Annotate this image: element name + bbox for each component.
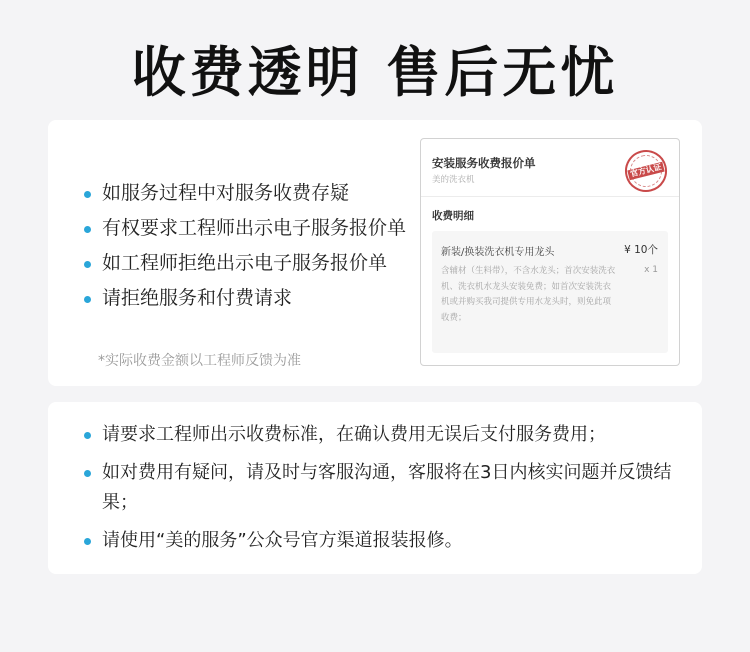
item-description: 含辅材（生料带），不含水龙头；首次安装洗衣机、洗衣机水龙头安装免费；如首次安装洗衣机或并购买我司提供专用水龙头时，则免此项收费； — [441, 266, 616, 323]
item-price: ¥ 10个 — [624, 244, 658, 256]
list-item-text: 有权要求工程师出示电子服务报价单 — [102, 217, 407, 239]
quote-section-title: 收费明细 — [432, 210, 474, 222]
payment-guidance-card — [48, 402, 702, 574]
bullet-dot-icon — [84, 538, 91, 545]
list-item — [84, 176, 406, 211]
quote-line-item — [432, 231, 668, 353]
list-item-text: 如对费用有疑问，请及时与客服沟通，客服将在3日内核实问题并反馈结果； — [102, 462, 672, 513]
stamp-label: 官方认证 — [627, 162, 664, 180]
bullet-dot-icon — [84, 261, 91, 268]
page-headline: 收费透明 售后无忧 — [131, 41, 619, 104]
list-item — [84, 458, 684, 518]
list-item-text: 请使用“美的服务”公众号官方渠道报装报修。 — [102, 530, 463, 551]
official-stamp-icon — [621, 146, 672, 197]
fee-footnote: *实际收费金额以工程师反馈为准 — [98, 353, 301, 369]
fee-doubt-list — [84, 176, 406, 316]
list-item — [84, 281, 406, 316]
quote-title: 安装服务收费报价单 — [432, 156, 536, 170]
list-item — [84, 246, 406, 281]
item-quantity: x 1 — [644, 265, 658, 275]
quote-subtitle: 美的洗衣机 — [432, 175, 475, 185]
bullet-dot-icon — [84, 191, 91, 198]
list-item-text: 请拒绝服务和付费请求 — [102, 287, 293, 309]
quote-sheet-preview — [420, 138, 680, 366]
list-item — [84, 211, 406, 246]
payment-guidance-list — [84, 420, 684, 564]
bullet-dot-icon — [84, 226, 91, 233]
list-item — [84, 526, 684, 556]
bullet-dot-icon — [84, 432, 91, 439]
list-item-text: 如服务过程中对服务收费存疑 — [102, 182, 350, 204]
list-item — [84, 420, 684, 450]
bullet-dot-icon — [84, 470, 91, 477]
quote-divider — [421, 196, 679, 197]
bullet-dot-icon — [84, 296, 91, 303]
item-name: 新装/换装洗衣机专用龙头 — [441, 247, 555, 258]
fee-notice-card — [48, 120, 702, 386]
list-item-text: 如工程师拒绝出示电子服务报价单 — [102, 252, 388, 274]
list-item-text: 请要求工程师出示收费标准，在确认费用无误后支付服务费用； — [102, 424, 606, 445]
